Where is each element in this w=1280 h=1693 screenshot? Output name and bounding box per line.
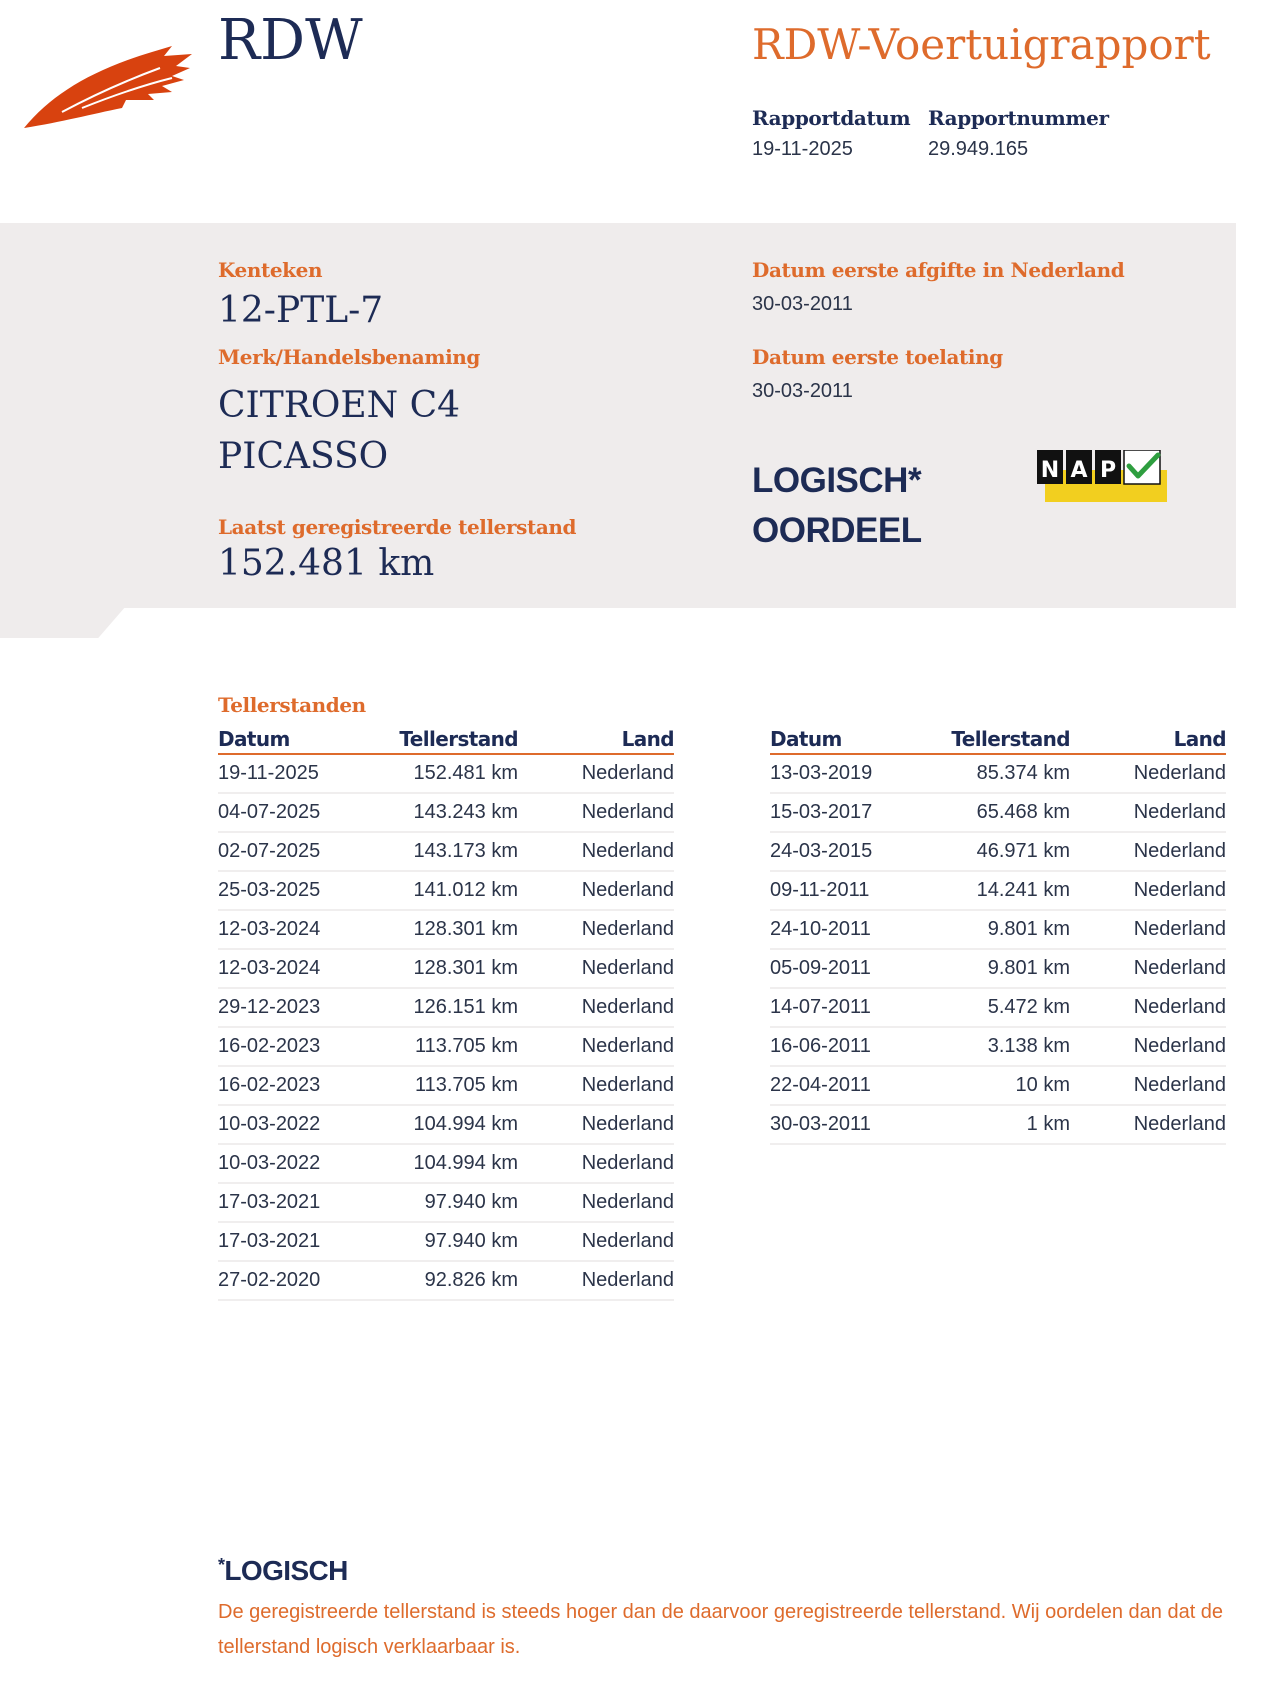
footnote-text: De geregistreerde tellerstand is steeds hoger dan de daarvoor geregistreerde tellerstand. Wij oordelen dan dat de tellerstand logisch verklaarbaar is. [218,1601,1224,1658]
cell-datum: 24-03-2015 [770,840,873,862]
header-land: Land [1173,727,1226,751]
table-row [218,950,674,989]
merk-value: CITROEN C4 PICASSO [218,385,461,477]
table-row [218,833,674,872]
cell-tellerstand: 10 km [1015,1074,1070,1096]
nap-logo-icon [1037,450,1167,502]
cell-datum: 12-03-2024 [218,918,321,940]
verdict-line-2: OORDEEL [752,511,922,550]
cell-tellerstand: 92.826 km [424,1269,518,1291]
cell-datum: 12-03-2024 [218,957,321,979]
cell-tellerstand: 152.481 km [413,762,518,784]
table-row [218,872,674,911]
table-row [218,1262,674,1301]
cell-datum: 29-12-2023 [218,996,321,1018]
cell-tellerstand: 141.012 km [413,879,518,901]
cell-land: Nederland [1133,801,1226,823]
cell-tellerstand: 128.301 km [413,957,518,979]
odometer-table-title: Tellerstanden [218,693,366,717]
cell-datum: 13-03-2019 [770,762,873,784]
table-row [770,794,1226,833]
cell-land: Nederland [581,1191,674,1213]
cell-datum: 30-03-2011 [770,1113,871,1135]
last-odometer-label: Laatst geregistreerde tellerstand [218,515,577,539]
table-row [218,989,674,1028]
table-row [218,755,674,794]
report-number-label: Rapportnummer [928,106,1109,130]
merk-label: Merk/Handelsbenaming [218,345,481,369]
table-row [770,872,1226,911]
cell-tellerstand: 128.301 km [413,918,518,940]
odometer-table-left [218,727,674,1301]
cell-land: Nederland [581,918,674,940]
cell-datum: 05-09-2011 [770,957,871,979]
cell-datum: 14-07-2011 [770,996,871,1018]
table-row [218,1145,674,1184]
cell-land: Nederland [581,1113,674,1135]
header-tellerstand: Tellerstand [399,727,518,751]
nap-letter-n: N [1040,458,1060,483]
cell-tellerstand: 143.243 km [413,801,518,823]
kenteken-label: Kenteken [218,258,323,282]
cell-land: Nederland [581,1074,674,1096]
table-row [770,1067,1226,1106]
header-land: Land [621,727,674,751]
table-row [218,1223,674,1262]
cell-datum: 22-04-2011 [770,1074,871,1096]
kenteken-value: 12-PTL-7 [218,290,384,331]
cell-land: Nederland [581,1230,674,1252]
panel-tail-decoration [0,606,126,638]
table-row [770,833,1226,872]
table-row [218,911,674,950]
cell-datum: 04-07-2025 [218,801,321,823]
footnote-title-text: LOGISCH [224,1555,348,1586]
cell-land: Nederland [1133,840,1226,862]
table-row [218,1184,674,1223]
cell-tellerstand: 126.151 km [413,996,518,1018]
cell-land: Nederland [581,801,674,823]
cell-land: Nederland [1133,762,1226,784]
cell-tellerstand: 97.940 km [424,1191,518,1213]
cell-tellerstand: 46.971 km [976,840,1070,862]
table-row [770,755,1226,794]
cell-land: Nederland [581,1035,674,1057]
table-header [770,727,1226,755]
table-row [770,1028,1226,1067]
cell-land: Nederland [1133,918,1226,940]
brand-name: RDW [218,8,363,73]
table-row [770,950,1226,989]
cell-tellerstand: 5.472 km [987,996,1070,1018]
cell-tellerstand: 3.138 km [987,1035,1070,1057]
cell-tellerstand: 113.705 km [414,1074,518,1096]
cell-land: Nederland [1133,879,1226,901]
cell-tellerstand: 143.173 km [413,840,518,862]
nap-letter-p: P [1099,458,1117,483]
cell-tellerstand: 14.241 km [976,879,1070,901]
cell-tellerstand: 97.940 km [424,1230,518,1252]
cell-land: Nederland [1133,996,1226,1018]
cell-datum: 19-11-2025 [218,762,319,784]
nap-letter-a: A [1070,458,1088,483]
rdw-logo-icon [22,42,194,132]
table-row [770,1106,1226,1145]
verdict-line-1: LOGISCH* [752,461,922,500]
cell-datum: 25-03-2025 [218,879,321,901]
cell-land: Nederland [1133,1113,1226,1135]
cell-tellerstand: 104.994 km [413,1152,518,1174]
header-tellerstand: Tellerstand [951,727,1070,751]
cell-land: Nederland [581,1152,674,1174]
first-issue-nl-label: Datum eerste afgifte in Nederland [752,258,1125,282]
first-issue-nl-value: 30-03-2011 [752,293,853,315]
cell-datum: 27-02-2020 [218,1269,321,1291]
cell-land: Nederland [1133,1035,1226,1057]
cell-datum: 16-02-2023 [218,1035,321,1057]
cell-datum: 16-06-2011 [770,1035,871,1057]
table-row [218,1106,674,1145]
cell-tellerstand: 65.468 km [976,801,1070,823]
cell-datum: 02-07-2025 [218,840,321,862]
report-number: 29.949.165 [928,138,1029,160]
cell-datum: 17-03-2021 [218,1230,321,1252]
cell-land: Nederland [1133,957,1226,979]
cell-land: Nederland [581,1269,674,1291]
cell-land: Nederland [581,840,674,862]
cell-datum: 10-03-2022 [218,1152,321,1174]
cell-datum: 10-03-2022 [218,1113,321,1135]
cell-land: Nederland [1133,1074,1226,1096]
report-date-label: Rapportdatum [752,106,911,130]
cell-land: Nederland [581,957,674,979]
table-row [218,1028,674,1067]
cell-tellerstand: 9.801 km [987,918,1070,940]
odometer-table-right [770,727,1226,1145]
header-datum: Datum [770,727,842,751]
verdict-block [752,456,922,556]
last-odometer-value: 152.481 km [218,543,435,584]
footnote-title [218,1555,348,1587]
cell-tellerstand: 9.801 km [987,957,1070,979]
cell-tellerstand: 1 km [1026,1113,1070,1135]
cell-datum: 09-11-2011 [770,879,870,901]
cell-tellerstand: 85.374 km [976,762,1070,784]
cell-land: Nederland [581,996,674,1018]
footnote-star: * [218,1555,225,1575]
report-date: 19-11-2025 [752,138,853,160]
table-row [770,989,1226,1028]
cell-datum: 15-03-2017 [770,801,873,823]
cell-datum: 24-10-2011 [770,918,871,940]
first-admission-value: 30-03-2011 [752,380,853,402]
cell-land: Nederland [581,762,674,784]
table-header [218,727,674,755]
report-title: RDW-Voertuigrapport [752,20,1211,69]
cell-land: Nederland [581,879,674,901]
cell-datum: 16-02-2023 [218,1074,321,1096]
cell-datum: 17-03-2021 [218,1191,321,1213]
table-row [770,911,1226,950]
first-admission-label: Datum eerste toelating [752,345,1003,369]
table-row [218,794,674,833]
table-row [218,1067,674,1106]
cell-tellerstand: 104.994 km [413,1113,518,1135]
cell-tellerstand: 113.705 km [414,1035,518,1057]
header-datum: Datum [218,727,290,751]
